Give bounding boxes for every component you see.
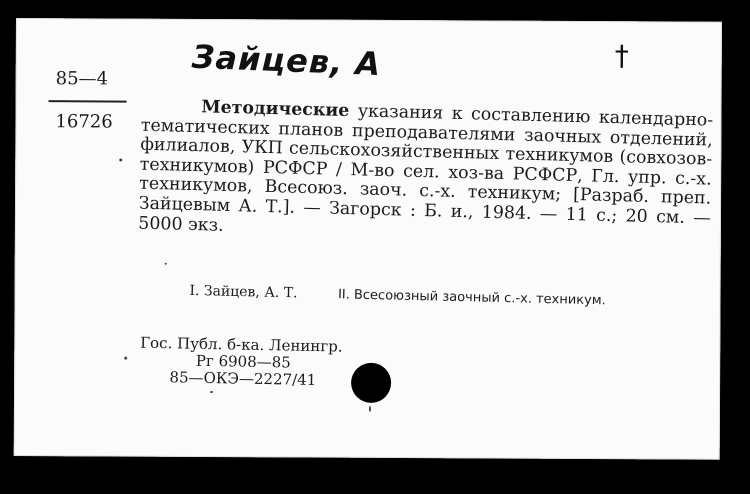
speck — [210, 391, 213, 393]
library-line-2: Рг 6908—85 — [195, 351, 291, 372]
library-line-3: 85—ОКЭ—2227/41 — [169, 368, 317, 390]
handwritten-author-name: Зайцев, А — [191, 37, 382, 84]
speck — [124, 357, 127, 360]
tracing-author: I. Зайцев, А. Т. — [189, 282, 298, 302]
tracings — [189, 282, 709, 313]
tracing-corporate: II. Всесоюзный заочный с.-х. техникум. — [337, 287, 606, 309]
speck — [165, 263, 167, 265]
punch-hole — [351, 363, 391, 403]
shelf-code: 85—4 — [55, 68, 109, 90]
description-text: указания к составлению календарно-тематических планов преподавателями заочных отделений, филиалов, УКП сельскохозяйственных техникумов (совхозов-техникумов) РСФСР / М-во сел. хоз-ва РСФСР, Гл. упр. с.-х. техникумов, Всесоюз. заоч. с.-х. техникум; [Разраб. преп. Зайцевым А. Т.]. — Загорск : Б. и., 1984. — 11 с.; 20 см. — 5000 экз. — [138, 101, 714, 236]
library-stamp — [139, 335, 342, 390]
inventory-number: 16726 — [55, 111, 113, 133]
catalog-card — [14, 18, 722, 460]
speck — [369, 406, 371, 412]
library-line-1: Гос. Публ. б-ка. Ленингр. — [140, 333, 343, 356]
speck — [119, 159, 122, 162]
bibliographic-description — [138, 97, 713, 249]
title-lead-word: Методические — [201, 97, 350, 122]
shelf-divider — [49, 100, 127, 102]
handwritten-mark: † — [614, 39, 630, 73]
